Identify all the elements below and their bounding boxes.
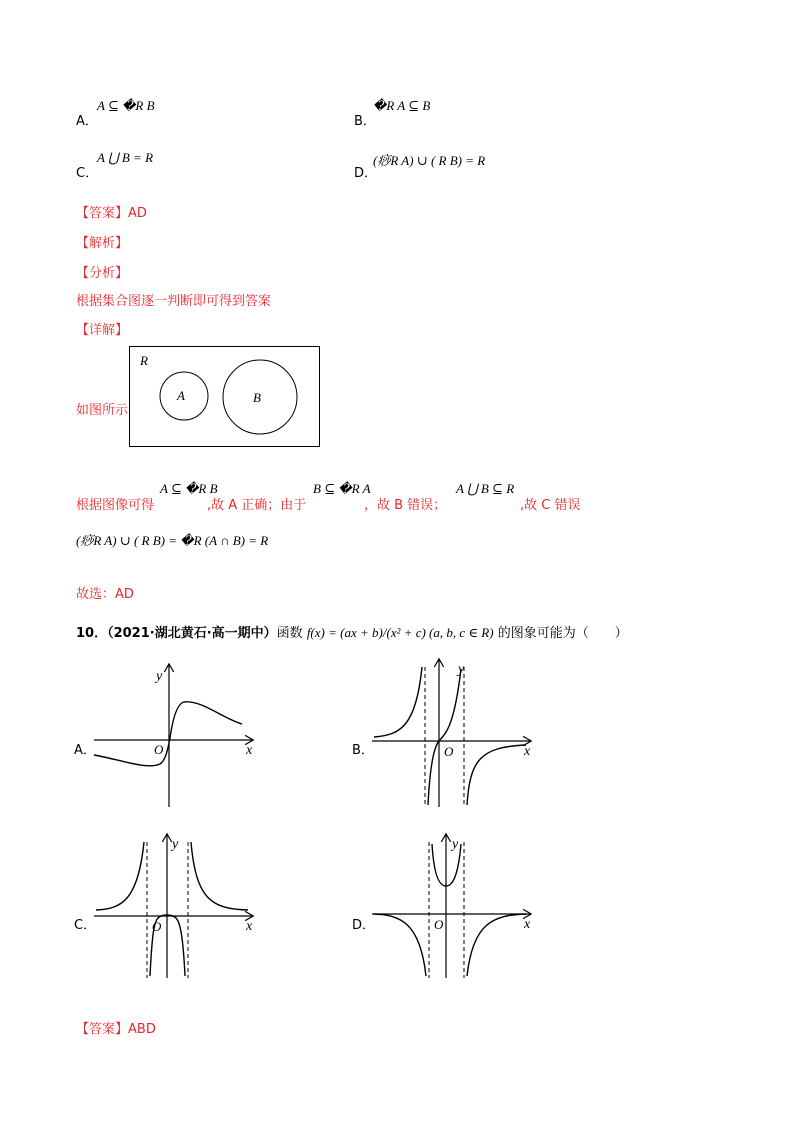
option-a-expr: A ⊆ �R B: [97, 98, 155, 113]
graph-b: [370, 655, 540, 810]
graph-c: [92, 830, 262, 980]
graph-c-o: O: [152, 919, 162, 934]
reason-e1: A ⊆ �R B: [160, 481, 218, 496]
option-b-expr: �R A ⊆ B: [373, 98, 431, 113]
fenxi-text: 根据集合图逐一判断即可得到答案: [76, 294, 272, 309]
graph-d-y: y: [452, 837, 459, 852]
set-a-label: A: [177, 388, 185, 403]
option-a-label: A．: [76, 114, 98, 129]
graph-c-label: C．: [74, 918, 97, 933]
answer-line: [76, 202, 147, 221]
reason-p1: 根据图像可得: [76, 498, 155, 513]
option-b-label: B．: [354, 114, 376, 129]
detail-tag: 【详解】: [76, 323, 129, 338]
reason-e2: B ⊆ �R A: [313, 481, 371, 496]
universe-label: R: [140, 353, 148, 368]
graph-b-y: y: [458, 662, 465, 677]
reason-p2: ,故 A 正确；由于: [207, 498, 307, 513]
graph-c-y: y: [172, 837, 179, 852]
final-answer-line: [76, 1018, 156, 1037]
reason-p3: ，故 B 错误；: [364, 498, 447, 513]
q10-source: （2021·湖北黄石·高一期中）: [107, 626, 277, 641]
q10-number: 10．: [76, 626, 108, 641]
graph-a-x: x: [246, 743, 253, 758]
option-c-expr: A ⋃ B = R: [97, 150, 154, 165]
graph-b-o: O: [444, 744, 454, 759]
graph-a-o: O: [154, 742, 164, 757]
reason-p4: ,故 C 错误: [520, 498, 581, 513]
reason-e3: A ⋃ B ⊆ R: [456, 481, 515, 496]
option-c-label: C．: [76, 166, 99, 181]
graph-d: [370, 830, 540, 980]
option-d-label: D．: [354, 166, 378, 181]
graph-b-x: x: [524, 744, 531, 759]
fenxi-tag: 【分析】: [76, 266, 129, 281]
answer-tag: 【答案】: [76, 206, 129, 221]
graph-c-x: x: [246, 919, 253, 934]
q10-formula: f(x) = (ax + b)/(x² + c) (a, b, c ∈ R): [306, 625, 494, 640]
analysis-tag: 【解析】: [76, 236, 129, 251]
graph-a: [92, 660, 262, 810]
graph-d-x: x: [524, 917, 531, 932]
reason-line2: (痧R A) ∪ ( R B) = �R (A ∩ B) = R: [76, 533, 269, 548]
q10-header: [76, 622, 628, 641]
graph-d-label: D．: [352, 918, 376, 933]
q10-stem-pre: 函数: [276, 626, 303, 641]
graph-d-o: O: [434, 917, 444, 932]
graph-b-label: B．: [352, 743, 374, 758]
set-b-label: B: [253, 390, 261, 405]
q10-stem-post: 的图象可能为（ ）: [497, 626, 628, 641]
option-d-expr: (痧R A) ∪ ( R B) = R: [373, 153, 486, 168]
graph-a-y: y: [156, 669, 163, 684]
final-answer-tag: 【答案】: [76, 1022, 129, 1037]
answer-value: AD: [128, 206, 147, 221]
venn-diagram: [129, 346, 321, 448]
choose-text: 故选：AD: [76, 587, 134, 602]
graph-a-label: A．: [74, 743, 96, 758]
final-answer-value: ABD: [128, 1022, 156, 1037]
figure-caption: 如图所示: [76, 403, 129, 418]
universe-rect: [130, 347, 320, 447]
